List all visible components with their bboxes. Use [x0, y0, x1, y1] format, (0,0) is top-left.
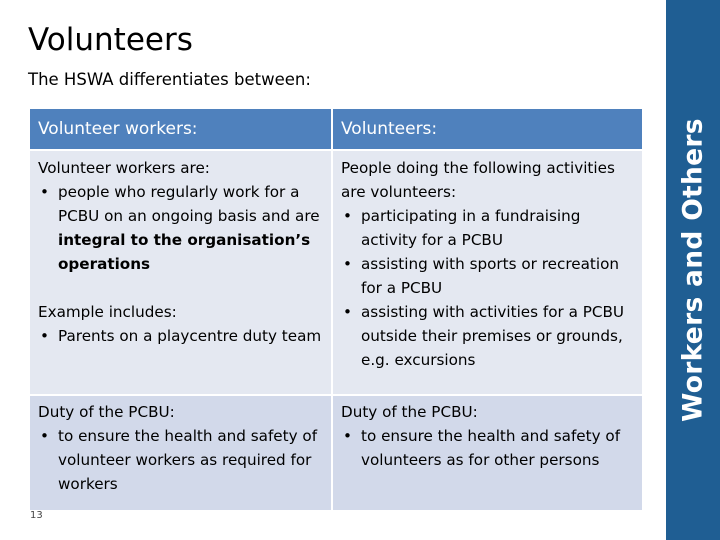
example-intro: Example includes: — [38, 303, 177, 321]
duty-heading-right-text: Duty of the PCBU — [341, 403, 473, 421]
volunteer-workers-list — [38, 180, 323, 276]
duty-heading-right-colon: : — [472, 403, 478, 421]
side-banner-label: Workers and Others — [677, 118, 709, 422]
list-item: • to ensure the health and safety of volunteers as for other persons — [341, 424, 634, 472]
volunteers-intro: People doing the following activities are volunteers: — [341, 159, 615, 201]
duty-right-list — [341, 424, 634, 472]
bullet-text: people who regularly work for a PCBU on an ongoing basis and are — [58, 183, 320, 225]
volunteers-list — [341, 204, 634, 372]
duty-left-cell — [30, 395, 332, 510]
volunteers-cell — [332, 150, 642, 395]
duty-left-list — [38, 424, 323, 496]
slide-number: 13 — [30, 510, 43, 521]
list-item: • assisting with sports or recreation for a PCBU — [341, 252, 634, 300]
duty-heading-right — [341, 400, 634, 424]
header-volunteers: Volunteers: — [332, 109, 642, 150]
slide-subtitle: The HSWA differentiates between: — [28, 70, 311, 89]
list-item: • to ensure the health and safety of volunteer workers as required for workers — [38, 424, 323, 496]
duty-heading-left: Duty of the PCBU: — [38, 403, 175, 421]
example-list — [38, 324, 323, 348]
table-row — [30, 395, 642, 510]
volunteer-workers-cell — [30, 150, 332, 395]
list-item — [38, 180, 323, 276]
list-item: • participating in a fundraising activity for a PCBU — [341, 204, 634, 252]
table-header-row — [30, 109, 642, 150]
list-item: • Parents on a playcentre duty team — [38, 324, 323, 348]
duty-right-cell — [332, 395, 642, 510]
comparison-table — [30, 109, 642, 510]
table-row — [30, 150, 642, 395]
slide-title: Volunteers — [28, 22, 193, 58]
list-item: • assisting with activities for a PCBU outside their premises or grounds, e.g. excursions — [341, 300, 634, 372]
header-volunteer-workers: Volunteer workers: — [30, 109, 332, 150]
bullet-bold-text: integral to the organisation’s operations — [58, 231, 311, 273]
volunteer-workers-intro: Volunteer workers are: — [38, 159, 210, 177]
